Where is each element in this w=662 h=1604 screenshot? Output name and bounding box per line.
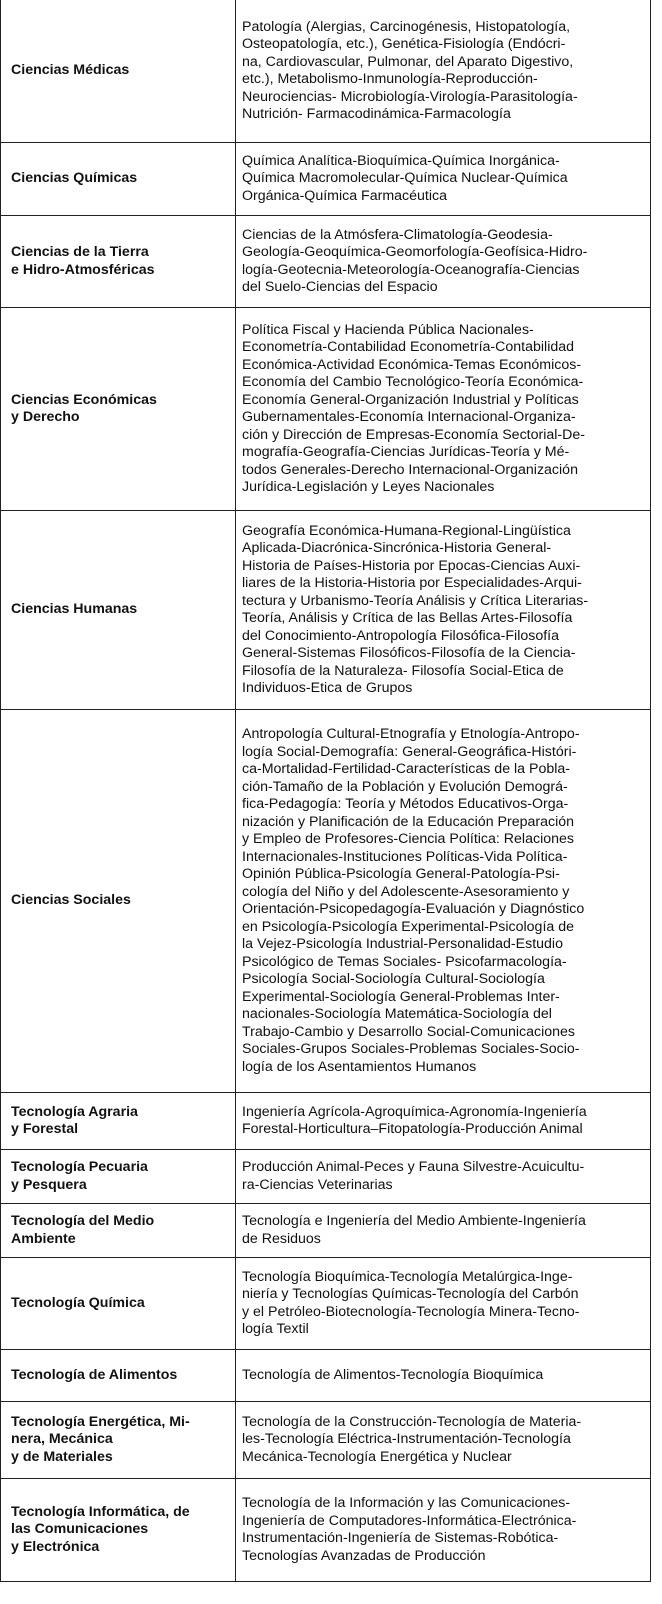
category-cell: Tecnología Energética, Mi- nera, Mecánica y de Materiales: [1, 1402, 236, 1478]
fields-cell: Patología (Alergias, Carcinogénesis, Histopatología, Osteopatología, etc.), Genética-Fisiología (Endócri- na, Cardiovascular, Pulmonar, del Aparato Digestivo, etc.), Metabolismo-Inmunología-Reproducción- Neurociencias- Microbiología-Virología-Parasitología- Nutrición- Farmacodinámica-Farmacología: [242, 18, 578, 122]
fields-cell: Geografía Económica-Humana-Regional-Lingüística Aplicada-Diacrónica-Sincrónica-Historia General- Historia de Países-Historia por Epocas-Ciencias Auxi- liares de la Historia-Historia por Especialidades-Arqui- tectura y Urbanismo-Teoría Análisis y Crítica Literarias- Teoría, Análisis y Crítica de las Bellas Artes-Filosofía del Conocimiento-Antropología Filosófica-Filosofía General-Sistemas Filosóficos-Filosofía de la Ciencia- Filosofía de la Naturaleza- Filosofía Social-Etica de Individuos-Etica de Grupos: [242, 522, 589, 696]
fields-cell: Tecnología de Alimentos-Tecnología Bioquímica: [242, 1366, 544, 1383]
category-cell: Ciencias Sociales: [1, 710, 236, 1092]
table-row: [1, 1092, 650, 1149]
category-cell: Tecnología Agraria y Forestal: [1, 1093, 236, 1149]
fields-cell: Tecnología Bioquímica-Tecnología Metalúrgica-Inge- niería y Tecnologías Químicas-Tecnología del Carbón y el Petróleo-Biotecnología-Tecnología Minera-Tecno- logía Textil: [242, 1268, 580, 1337]
fields-cell: Ciencias de la Atmósfera-Climatología-Geodesia- Geología-Geoquímica-Geomorfología-Geofísica-Hidro- logía-Geotecnia-Meteorología-Oceanografía-Ciencias del Suelo-Ciencias del Espacio: [242, 226, 588, 295]
category-cell: Ciencias de la Tierra e Hidro-Atmosféricas: [1, 216, 236, 307]
table-row: [1, 0, 650, 142]
category-cell: Ciencias Económicas y Derecho: [1, 308, 236, 510]
table-row: [1, 307, 650, 510]
fields-cell: Tecnología de la Información y las Comunicaciones- Ingeniería de Computadores-Informática-Electrónica- Instrumentación-Ingeniería de Sistemas-Robótica- Tecnologías Avanzadas de Producción: [242, 1495, 577, 1564]
category-cell: Tecnología Química: [1, 1258, 236, 1349]
fields-cell: Política Fiscal y Hacienda Pública Nacionales- Econometría-Contabilidad Econometría-Contabilidad Económica-Actividad Económica-Temas Económicos- Economía del Cambio Tecnológico-Teoría Económica- Economía General-Organización Industrial y Políticas Gubernamentales-Economía Internacional-Organiza- ción y Dirección de Empresas-Economía Sectorial-De- mografía-Geografía-Ciencias Jurídicas-Teoría y Mé- todos Generales-Derecho Internacional-Organización Jurídica-Legislación y Leyes Nacionales: [242, 321, 585, 495]
fields-cell: Tecnología de la Construcción-Tecnología de Materia- les-Tecnología Eléctrica-Instrumentación-Tecnología Mecánica-Tecnología Energética y Nuclear: [242, 1413, 582, 1465]
fields-cell: Química Analítica-Bioquímica-Química Inorgánica- Química Macromolecular-Química Nuclear-Química Orgánica-Química Farmacéutica: [242, 152, 568, 204]
category-cell: Tecnología del Medio Ambiente: [1, 1204, 236, 1257]
table-row: [1, 1478, 650, 1581]
table-row: [1, 510, 650, 709]
table-row: [1, 1349, 650, 1401]
table-row: [1, 709, 650, 1092]
fields-cell: Tecnología e Ingeniería del Medio Ambiente-Ingeniería de Residuos: [242, 1213, 586, 1247]
table-row: [1, 215, 650, 307]
fields-cell: Ingeniería Agrícola-Agroquímica-Agronomía-Ingeniería Forestal-Horticultura–Fitopatología-Producción Animal: [242, 1103, 587, 1137]
table-row: [1, 1149, 650, 1203]
table-row: [1, 1203, 650, 1257]
table-row: [1, 142, 650, 215]
table-row: [1, 1257, 650, 1349]
table-row: [1, 1401, 650, 1478]
category-cell: Ciencias Médicas: [1, 0, 236, 142]
fields-cell: Antropología Cultural-Etnografía y Etnología-Antropo- logía Social-Demografía: General-Geográfica-Históri- ca-Mortalidad-Fertilidad-Características de la Pobla- ción-Tamaño de la Población y Evolución Demográ- fica-Pedagogía: Teoría y Métodos Educativos-Orga- nización y Planificación de la Educación Preparación y Empleo de Profesores-Ciencia Política: Relaciones Internacionales-Instituciones Políticas-Vida Política- Opinión Pública-Psicología General-Patología-Psi- cología del Niño y del Adolescente-Asesoramiento y Orientación-Psicopedagogía-Evaluación y Diagnóstico en Psicología-Psicología Experimental-Psicología de la Vejez-Psicología Industrial-Personalidad-Estudio Psicológico de Temas Sociales- Psicofarmacología- Psicología Social-Sociología Cultural-Sociología Experimental-Sociología General-Problemas Inter- nacionales-Sociología Matemática-Sociología del Trabajo-Cambio y Desarrollo Social-Comunicaciones Sociales-Grupos Sociales-Problemas Sociales-Socio- logía de los Asentamientos Humanos: [242, 726, 585, 1075]
category-cell: Tecnología Informática, de las Comunicaciones y Electrónica: [1, 1479, 236, 1581]
category-cell: Ciencias Humanas: [1, 511, 236, 709]
category-cell: Ciencias Químicas: [1, 143, 236, 215]
category-cell: Tecnología Pecuaria y Pesquera: [1, 1150, 236, 1203]
fields-cell: Producción Animal-Peces y Fauna Silvestre-Acuicultu- ra-Ciencias Veterinarias: [242, 1159, 585, 1193]
category-cell: Tecnología de Alimentos: [1, 1350, 236, 1401]
